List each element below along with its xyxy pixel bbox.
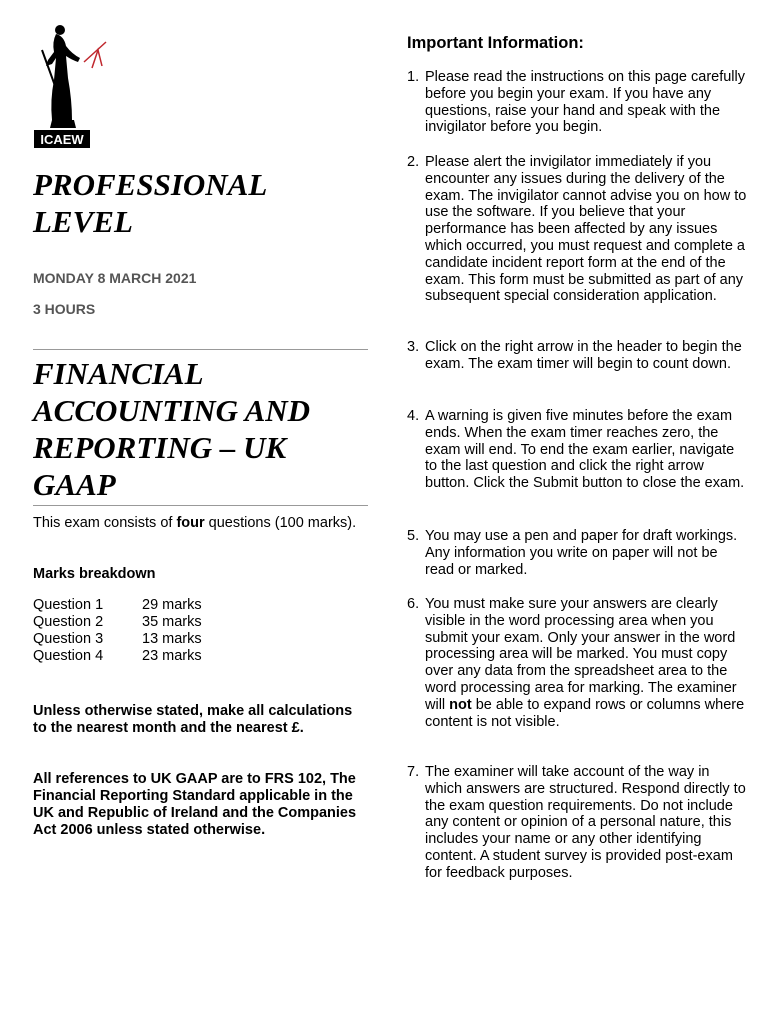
marks-breakdown-heading: Marks breakdown xyxy=(33,566,156,582)
exam-date: MONDAY 8 MARCH 2021 xyxy=(33,270,197,286)
logo-text: ICAEW xyxy=(40,132,84,147)
divider xyxy=(33,349,368,350)
list-item: 1. Please read the instructions on this page carefully before you begin your exam. If you have any questions, raise your hand and speak with the invigilator before you begin. xyxy=(407,69,745,136)
important-info-heading: Important Information: xyxy=(407,34,584,52)
list-item: 4. A warning is given five minutes before the exam ends. When the exam timer reaches zero, the exam will end. To end the exam earlier, navigate to the last question and click the right arrow button. Click the Submit button to close the exam. xyxy=(407,408,745,492)
list-item: 3. Click on the right arrow in the header to begin the exam. The exam timer will begin to count down. xyxy=(407,339,742,372)
marks-breakdown-table xyxy=(33,597,202,665)
gaap-note: All references to UK GAAP are to FRS 102, The Financial Reporting Standard applicable in the UK and Republic of Ireland and the Companies Act 2006 unless stated otherwise. xyxy=(33,771,357,838)
list-item: 6. You must make sure your answers are clearly visible in the word processing area when you submit your exam. Only your answer in the word processing area will be marked. You must copy over any data from the spreadsheet area to the word processing area for marking. The examiner will not be able to expand rows or columns where content is not visible. xyxy=(407,596,745,730)
exam-title: FINANCIAL ACCOUNTING AND REPORTING – UK GAAP xyxy=(33,356,311,502)
divider xyxy=(33,505,368,506)
icaew-logo xyxy=(32,20,112,150)
rounding-note: Unless otherwise stated, make all calculations to the nearest month and the nearest £. xyxy=(33,703,353,736)
exam-consists-text: This exam consists of four questions (100 marks). xyxy=(33,515,357,531)
list-item: 2. Please alert the invigilator immediately if you encounter any issues during the delivery of the exam. The invigilator cannot advise you on how to use the software. If you believe that your performance has been affected by any issues which occurred, you must request and complete a candidate incident report form at the end of the exam. This form must be submitted as part of any subsequent special consideration application. xyxy=(407,154,747,305)
list-item: 5. You may use a pen and paper for draft workings. Any information you write on paper will not be read or marked. xyxy=(407,528,738,578)
marks-row: Question 2 35 marks xyxy=(33,614,202,630)
level-title: PROFESSIONAL LEVEL xyxy=(33,167,267,239)
exam-duration: 3 HOURS xyxy=(33,301,96,317)
list-item: 7. The examiner will take account of the way in which answers are structured. Respond directly to the exam question requirements. Do not include any content or opinion of a personal nature, this includes your name or any other identifying content. A student survey is provided post-exam for feedback purposes. xyxy=(407,764,746,881)
marks-row: Question 1 29 marks xyxy=(33,597,202,613)
marks-row: Question 3 13 marks xyxy=(33,631,202,647)
marks-row: Question 4 23 marks xyxy=(33,648,202,664)
